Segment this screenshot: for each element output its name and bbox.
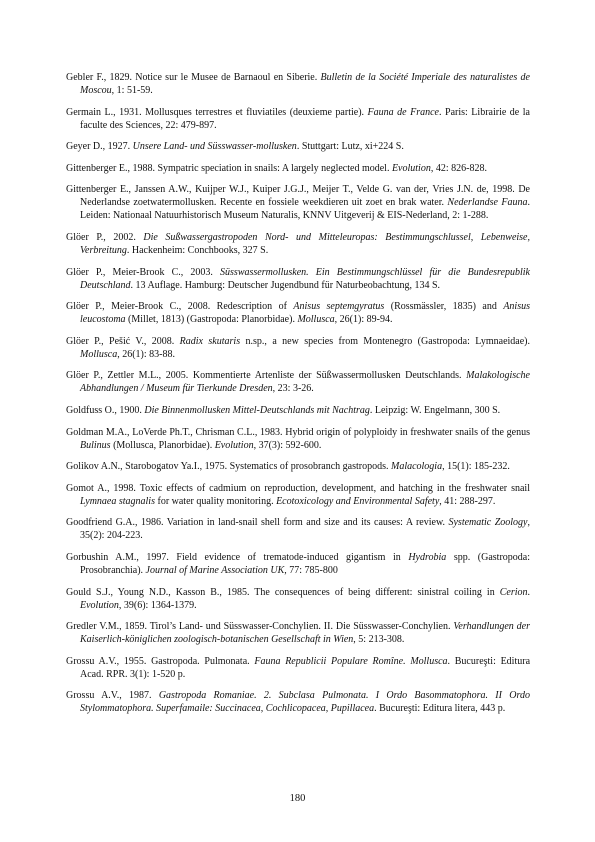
reference-italic-text: Systematic Zoology: [448, 517, 528, 529]
reference-text: , 5: 213-308.: [353, 634, 405, 646]
reference-text: . Stuttgart: Lutz, xi+224 S.: [296, 141, 404, 153]
reference-entry: [66, 516, 530, 542]
reference-italic-text: Verhandlungen der Kaiserlich-königlichen zoologisch-botanischen Gesellschaft in Wien: [80, 621, 530, 646]
reference-text: Goldfuss O., 1900.: [66, 404, 145, 416]
reference-italic-text: Gastropoda Romaniae. 2. Subclasa Pulmonata. I Ordo Basommatophora. II Ordo Stylommatophora. Superfamaile: Succinacea, Cochlicopacea, Pupillacea: [80, 690, 531, 715]
reference-text: (Rossmässler, 1835) and: [384, 301, 504, 313]
reference-entry: [66, 404, 530, 417]
reference-italic-text: Evolution: [80, 599, 119, 611]
reference-text: for water quality monitoring.: [154, 495, 277, 507]
reference-italic-text: Anisus septemgyratus: [293, 301, 385, 313]
reference-text: , 26(1): 83-88.: [117, 348, 175, 360]
reference-text: (Mollusca, Planorbidae).: [110, 439, 215, 451]
reference-italic-text: Fauna Republicii Populare Romîne. Mollusca: [254, 655, 448, 667]
reference-italic-text: Anisus leucostoma: [80, 301, 530, 326]
reference-text: Gorbushin A.M., 1997. Field evidence of trematode-induced gigantism in: [66, 551, 409, 563]
reference-text: , 35(2): 204-223.: [80, 517, 530, 542]
reference-italic-text: Die Binnenmollusken Mittel-Deutschlands mit Nachtrag: [144, 404, 370, 416]
reference-text: Goodfriend G.A., 1986. Variation in land-snail shell form and size and its causes: A review.: [66, 517, 449, 529]
reference-text: Gittenberger E., Janssen A.W., Kuijper W.J., Kuiper J.G.J., Meijer T., Velde G. van der, Vries J.N. de, 1998. De Nederlandse zoetwatermollusken. Recente en fossiele weekdieren uit zoet en brak water.: [66, 184, 530, 209]
reference-text: Grossu A.V., 1955. Gastropoda. Pulmonata.: [66, 655, 255, 667]
reference-italic-text: Unsere Land- und Süsswasser-mollusken: [132, 141, 297, 153]
reference-text: n.sp., a new species from Montenegro (Gastropoda: Lymnaeidae).: [240, 335, 531, 347]
reference-entry: [66, 460, 530, 473]
reference-text: Glöer P., Meier-Brook C., 2008. Redescription of: [66, 301, 294, 313]
reference-entry: [66, 231, 530, 257]
reference-italic-text: Malacologia: [390, 461, 443, 473]
reference-text: Gomot A., 1998. Toxic effects of cadmium on reproduction, development, and hatching in the freshwater snail: [66, 482, 530, 494]
reference-text: , 41: 288-297.: [439, 495, 496, 507]
reference-text: , 1: 51-59.: [111, 85, 153, 96]
reference-entry: [66, 335, 530, 361]
reference-italic-text: Evolution: [391, 162, 431, 174]
reference-italic-text: Ecotoxicology and Environmental Safety: [276, 495, 440, 507]
reference-entry: [66, 689, 530, 715]
reference-text: Grossu A.V., 1987.: [66, 690, 159, 702]
reference-italic-text: Hydrobia: [408, 551, 447, 563]
reference-text: Golikov A.N., Starobogatov Ya.I., 1975. Systematics of prosobranch gastropods.: [66, 461, 391, 473]
reference-text: , 77: 785-800: [284, 564, 338, 576]
reference-entry: [66, 551, 530, 577]
reference-text: (Millet, 1813) (Gastropoda: Planorbidae).: [125, 314, 298, 326]
reference-text: . Paris: Librairie de la faculte des Sciences, 22: 479-897.: [80, 106, 530, 131]
reference-text: , 15(1): 185-232.: [442, 461, 510, 473]
reference-entry: [66, 586, 530, 612]
reference-entry: [66, 369, 530, 395]
reference-italic-text: Bulletin de la Société Imperiale des naturalistes de Moscou: [80, 72, 530, 96]
reference-text: . Leiden: Nationaal Natuurhistorisch Museum Naturalis, KNNV Uitgeverij & EIS-Nederland, 2: 1-288.: [80, 197, 530, 222]
reference-text: Germain L., 1931. Mollusques terrestres et fluviatiles (deuxieme partie).: [66, 106, 368, 118]
reference-entry: [66, 482, 530, 508]
reference-text: . 13 Auflage. Hamburg: Deutscher Jugendbund für Naturbeobachtung, 134 S.: [130, 279, 441, 291]
reference-italic-text: Mollusca: [80, 348, 118, 360]
reference-italic-text: Süsswassermollusken. Ein Bestimmungschlüssel für die Bundesrepublik Deutschland: [80, 266, 530, 291]
reference-italic-text: Lymnaea stagnalis: [80, 495, 155, 507]
reference-italic-text: Malakologische Abhandlungen / Museum für Tierkunde Dresden: [80, 370, 530, 395]
reference-text: Gredler V.M., 1859. Tirol’s Land- und Süsswasser-Conchylien. II. Die Süsswasser-Conchylien.: [66, 621, 454, 633]
reference-text: Gebler F., 1829. Notice sur le Musee de Barnaoul en Siberie.: [66, 72, 321, 83]
reference-italic-text: Radix skutaris: [179, 335, 241, 347]
reference-text: , 26(1): 89-94.: [334, 314, 393, 326]
reference-text: . Hackenheim: Conchbooks, 327 S.: [126, 244, 269, 256]
reference-entry: [66, 106, 530, 132]
reference-entry: [66, 71, 530, 97]
reference-entry: [66, 655, 530, 681]
reference-list: [66, 71, 530, 724]
page-number: 180: [289, 793, 306, 804]
reference-text: Gittenberger E., 1988. Sympatric speciation in snails: A largely neglected model.: [66, 162, 392, 174]
reference-text: Glöer P., Meier-Brook C., 2003.: [66, 266, 221, 278]
reference-text: Glöer P., Zettler M.L., 2005. Kommentierte Artenliste der Süßwassermollusken Deutschlands.: [66, 370, 467, 382]
reference-entry: [66, 140, 530, 153]
reference-text: , 39(6): 1364-1379.: [118, 599, 197, 611]
reference-italic-text: Journal of Marine Association UK: [145, 564, 285, 576]
reference-text: . Bucureşti: Editura litera, 443 p.: [374, 703, 506, 715]
reference-text: , 23: 3-26.: [272, 383, 314, 395]
reference-text: . Bucureşti: Editura Acad. RPR. 3(1): 1-520 p.: [80, 655, 531, 680]
reference-text: Goldman M.A., LoVerde Ph.T., Chrisman C.L., 1983. Hybrid origin of polyploidy in freshwater snails of the genus: [66, 426, 530, 438]
reference-italic-text: Evolution: [214, 439, 254, 451]
reference-entry: [66, 620, 530, 646]
reference-italic-text: Mollusca: [297, 314, 335, 326]
reference-italic-text: Cerion: [499, 586, 528, 598]
reference-text: , 37(3): 592-600.: [253, 439, 322, 451]
reference-text: Glöer P., Pešić V., 2008.: [66, 335, 180, 347]
reference-entry: [66, 266, 530, 292]
reference-italic-text: Nederlandse Fauna: [447, 197, 528, 209]
reference-text: , 42: 826-828.: [430, 162, 487, 174]
reference-entry: [66, 300, 530, 326]
reference-text: . Leipzig: W. Engelmann, 300 S.: [369, 404, 501, 416]
reference-italic-text: Bulinus: [80, 439, 111, 451]
reference-text: spp. (Gastropoda: Prosobranchia).: [80, 551, 530, 576]
reference-text: Glöer P., 2002.: [66, 231, 144, 243]
reference-italic-text: Fauna de France: [367, 106, 439, 118]
reference-entry: [66, 426, 530, 452]
reference-text: Geyer D., 1927.: [66, 141, 133, 153]
reference-text: .: [527, 586, 530, 598]
reference-text: Gould S.J., Young N.D., Kasson B., 1985. The consequences of being different: sinistral coiling in: [66, 586, 500, 598]
reference-entry: [66, 162, 530, 175]
reference-entry: [66, 183, 530, 222]
reference-italic-text: Die Sußwassergastropoden Nord- und Mitteleuropas: Bestimmungschlussel, Lebenweise, Verbreitung: [80, 231, 530, 256]
